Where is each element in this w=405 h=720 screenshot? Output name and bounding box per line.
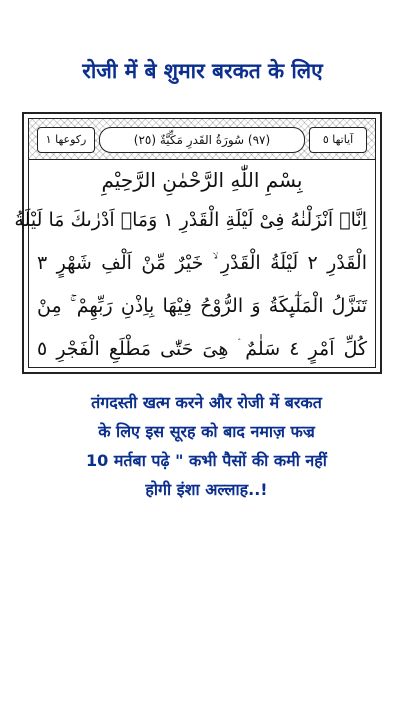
ayah-line: كُلِّ اَمْرٍ ٤ سَلٰمٌ ۛ هِیَ حَتّٰى مَطْلَعِ الْفَجْرِ ٥ xyxy=(37,338,368,360)
ruku-count-box: ركوعها ١ xyxy=(37,127,95,153)
surah-header-band xyxy=(29,119,375,160)
ayah-line: اِنَّاۤ اَنْزَلْنٰهُ فِیْ لَیْلَةِ الْقَدْرِ ١ وَمَاۤ اَدْرٰىكَ مَا لَیْلَةُ xyxy=(14,209,367,231)
ayah-line: تَنَزَّلُ الْمَلٰٓىِٕكَةُ وَ الرُّوْحُ فِیْهَا بِاِذْنِ رَبِّهِمْ ۚ مِنْ xyxy=(37,295,367,317)
page-title: रोजी में बे शुमार बरकत के लिए xyxy=(82,59,323,83)
description-line: तंगदस्ती खत्म करने और रोजी में बरकत xyxy=(91,393,322,412)
bismillah-line: بِسْمِ اللّٰهِ الرَّحْمٰنِ الرَّحِيْمِ xyxy=(101,168,303,192)
description-text xyxy=(34,388,379,504)
page-border xyxy=(14,118,376,368)
description-line: 10 मर्तबा पढ़े " कभी पैसों की कमी नहीं xyxy=(86,451,327,470)
quran-page-image xyxy=(14,112,382,374)
surah-title-cartouche: (٩٧) سُورَةُ القَدرِ مَكِّيَّةٌ (٢٥) xyxy=(99,127,305,153)
ayah-line: الْقَدْرِ ٢ لَیْلَةُ الْقَدْرِ ۙ خَیْرٌ مِّنْ اَلْفِ شَهْرٍ ٣ xyxy=(37,252,367,274)
description-line: के लिए इस सूरह को बाद नमाज़ फज्र xyxy=(98,422,315,441)
ayat-count-box: آياتها ٥ xyxy=(309,127,367,153)
ayah-text-block xyxy=(14,199,368,371)
description-line: होगी इंशा अल्लाह..! xyxy=(145,480,268,499)
